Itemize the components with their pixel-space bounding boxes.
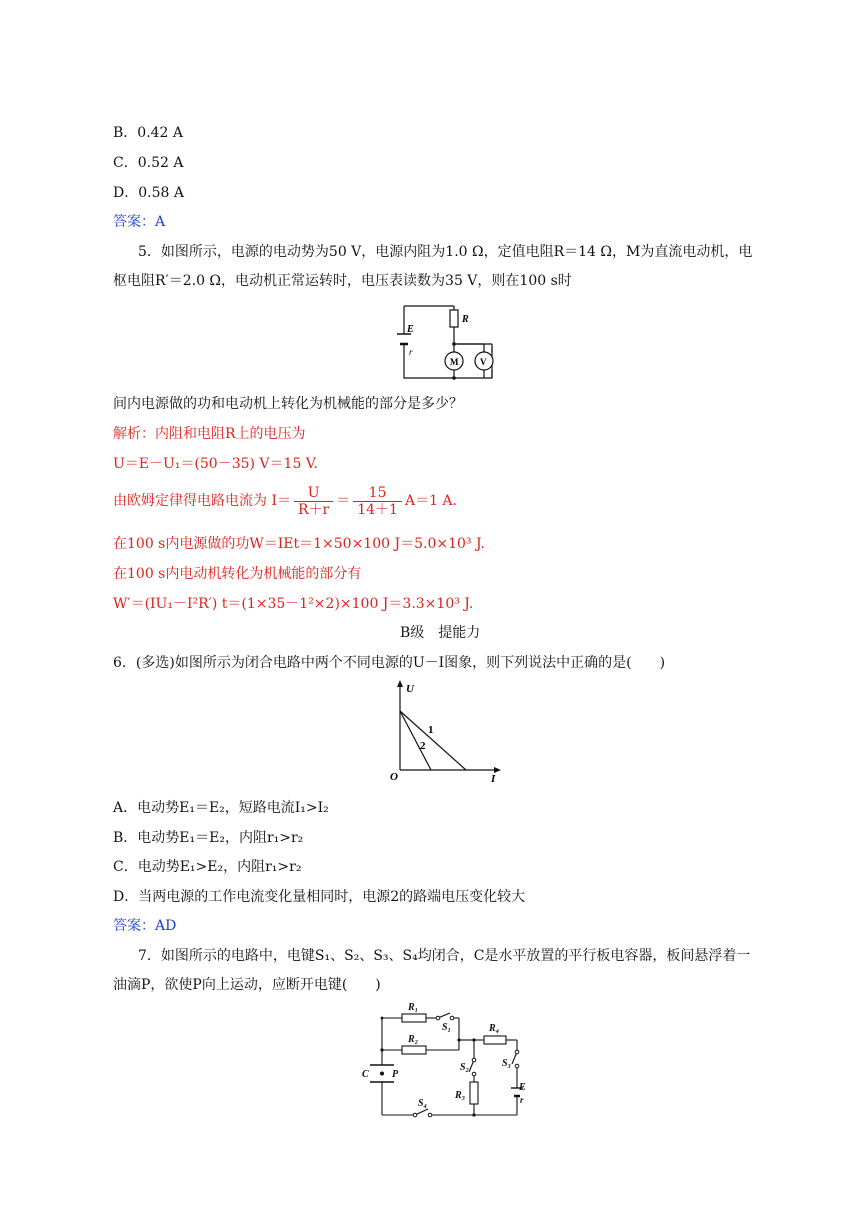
label-s1: S₁ bbox=[442, 1022, 452, 1033]
label-r3: R₃ bbox=[455, 1090, 466, 1101]
q5-solution-line3 bbox=[113, 484, 457, 518]
label-p: P bbox=[392, 1069, 399, 1080]
q5-stem-line3: 间内电源做的功和电动机上转化为机械能的部分是多少？ bbox=[113, 396, 463, 412]
line-1 bbox=[400, 711, 466, 770]
fraction-u-over-r: $\frac{U}{R+r}$ bbox=[294, 485, 333, 518]
fraction-15-over-15: $\frac{15}{14+1}$ bbox=[353, 485, 402, 518]
q6-option-a: A．电动势E₁＝E₂，短路电流I₁>I₂ bbox=[113, 800, 329, 816]
axis-label-i: I bbox=[491, 773, 496, 783]
ohm-law-prefix: 由欧姆定律得电路电流为 I＝ bbox=[113, 493, 291, 509]
line-1-label: 1 bbox=[428, 724, 434, 736]
label-r4: R₄ bbox=[489, 1023, 500, 1034]
q6-answer: 答案：AD bbox=[113, 918, 177, 934]
q5-solution-line4: 在100 s内电源做的功W＝IEt＝1×50×100 J＝5.0×10³ J. bbox=[113, 536, 485, 552]
label-e: E bbox=[519, 1082, 526, 1093]
label-r1: R₁ bbox=[408, 1002, 419, 1013]
label-E: E bbox=[407, 324, 414, 335]
q7-stem-line2: 油滴P，欲使P向上运动，应断开电键( ) bbox=[113, 977, 381, 993]
resistor-r2 bbox=[402, 1046, 426, 1054]
q5-stem-line1: 5．如图所示，电源的电动势为50 V，电源内阻为1.0 Ω，定值电阻R＝14 Ω，M为直流电动机，电 bbox=[138, 244, 753, 260]
q7-stem-line1: 7．如图所示的电路中，电键S₁、S₂、S₃、S₄均闭合，C是水平放置的平行板电容器，板间悬浮着一 bbox=[138, 948, 751, 964]
q4-option-c: C．0.52 A bbox=[113, 155, 184, 171]
label-r: r bbox=[409, 347, 413, 357]
q4-option-b: B．0.42 A bbox=[113, 125, 184, 141]
solution-text: 内阻和电阻R上的电压为 bbox=[155, 426, 306, 442]
q5-circuit-diagram bbox=[395, 298, 500, 383]
resistor-r3 bbox=[470, 1082, 478, 1104]
q5-solution-line2: U＝E－U₁＝(50－35) V＝15 V. bbox=[113, 456, 318, 472]
oil-drop bbox=[380, 1072, 384, 1076]
equals-sign: ＝ bbox=[336, 493, 351, 509]
label-r2: R₂ bbox=[408, 1034, 419, 1045]
label-M: M bbox=[450, 357, 459, 367]
q5-solution-line6: W′＝(IU₁－I²R′) t＝(1×35－1²×2)×100 J＝3.3×10³ J. bbox=[113, 596, 474, 612]
q6-option-b: B．电动势E₁＝E₂，内阻r₁>r₂ bbox=[113, 830, 304, 846]
q6-ui-graph bbox=[385, 678, 505, 783]
q4-option-d: D．0.58 A bbox=[113, 185, 184, 201]
label-R: R bbox=[462, 314, 469, 325]
line-2 bbox=[400, 711, 431, 770]
label-V: V bbox=[480, 357, 487, 367]
solution-label: 解析： bbox=[113, 426, 155, 442]
q5-solution-line5: 在100 s内电动机转化为机械能的部分有 bbox=[113, 566, 362, 582]
label-s3: S₃ bbox=[502, 1058, 512, 1069]
ohm-law-result: A＝1 A. bbox=[404, 493, 457, 509]
q4-answer: 答案：A bbox=[113, 214, 166, 230]
q6-stem: 6．(多选)如图所示为闭合电路中两个不同电源的U－I图象，则下列说法中正确的是( ) bbox=[113, 655, 666, 671]
axis-label-u: U bbox=[406, 683, 414, 695]
origin-label: O bbox=[390, 771, 398, 783]
q5-stem-line2: 枢电阻R′＝2.0 Ω，电动机正常运转时，电压表读数为35 V，则在100 s时 bbox=[113, 273, 572, 289]
resistor-r4 bbox=[484, 1036, 506, 1044]
label-r: r bbox=[520, 1095, 524, 1105]
label-s2: S₂ bbox=[460, 1062, 470, 1073]
q7-circuit-diagram bbox=[362, 1000, 532, 1122]
line-2-label: 2 bbox=[420, 740, 426, 752]
label-s4: S₄ bbox=[418, 1098, 428, 1109]
q5-solution-line1 bbox=[113, 424, 306, 444]
q6-option-d: D．当两电源的工作电流变化量相同时，电源2的路端电压变化较大 bbox=[113, 889, 526, 905]
resistor-r1 bbox=[402, 1014, 426, 1022]
label-c: C bbox=[362, 1069, 369, 1080]
section-title: B级 提能力 bbox=[400, 625, 481, 641]
q6-option-c: C．电动势E₁>E₂，内阻r₁>r₂ bbox=[113, 859, 302, 875]
y-axis-arrow-icon bbox=[397, 680, 403, 687]
